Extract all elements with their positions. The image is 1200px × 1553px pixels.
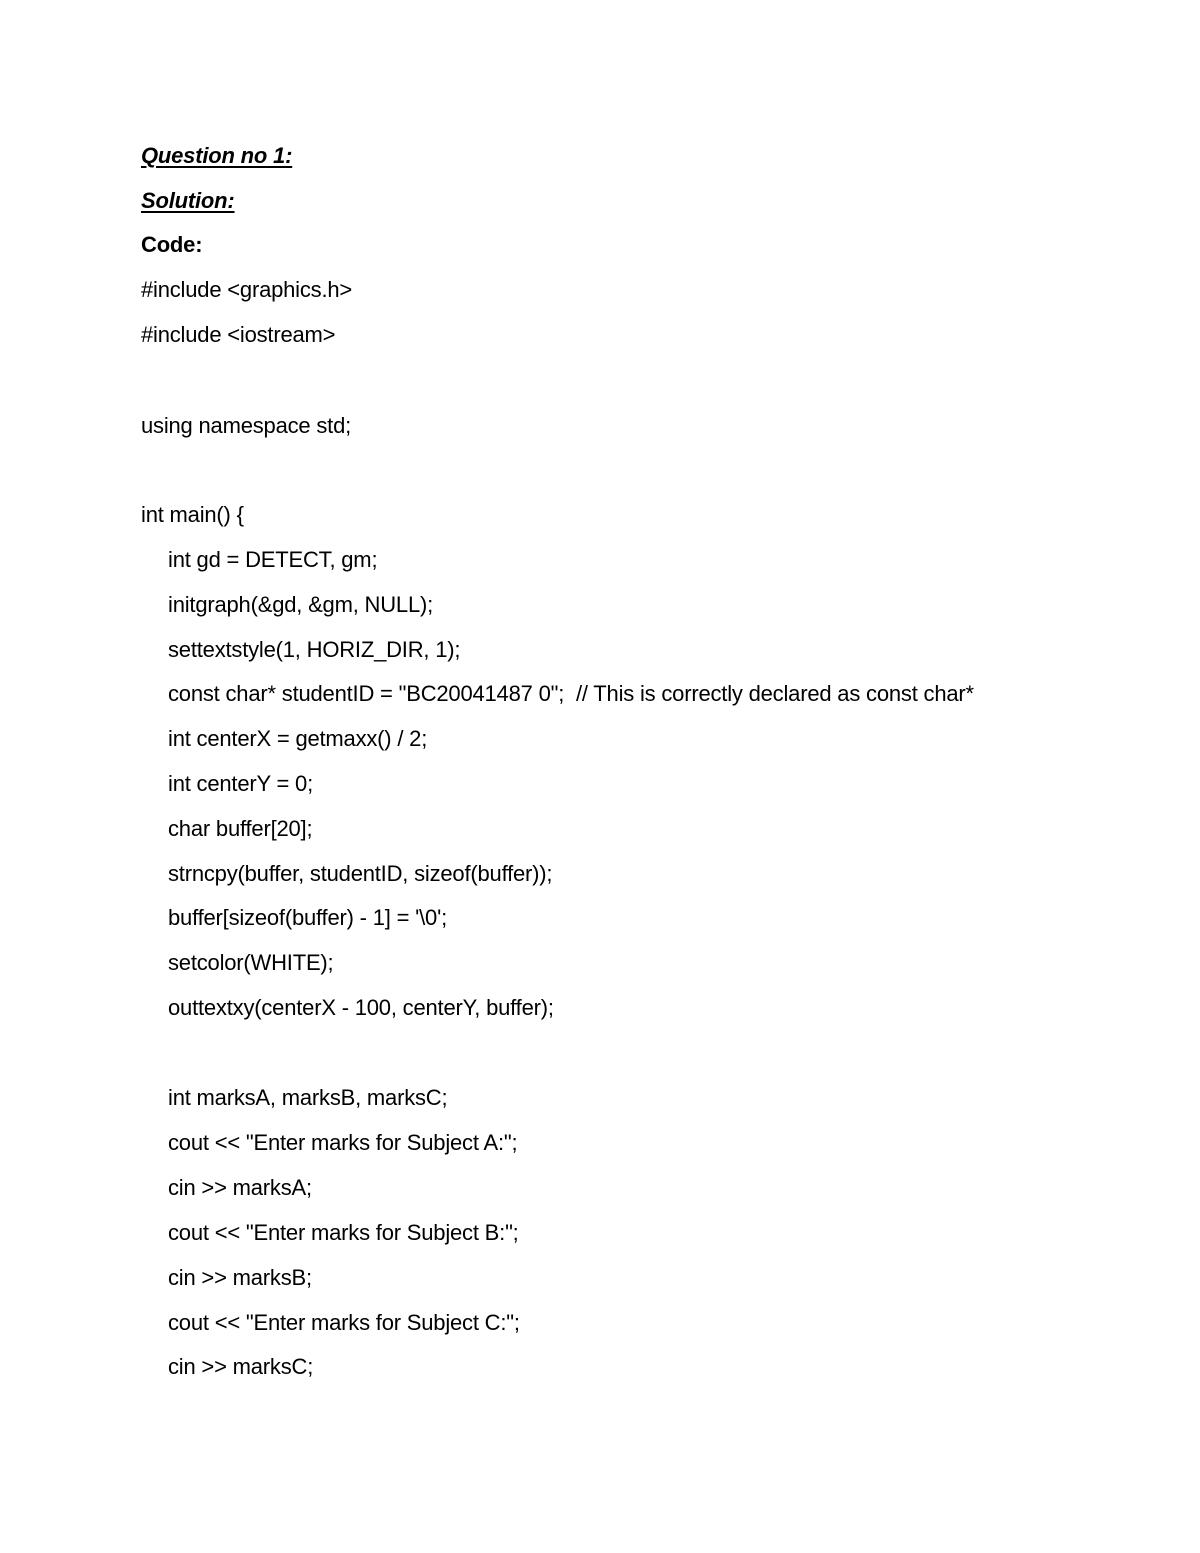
code-line: #include <iostream> xyxy=(141,322,336,347)
code-line: using namespace std; xyxy=(141,413,352,438)
code-line: cout << "Enter marks for Subject B:"; xyxy=(168,1220,519,1245)
code-line: #include <graphics.h> xyxy=(141,277,353,302)
code-line: int centerX = getmaxx() / 2; xyxy=(168,726,428,751)
code-line: cout << "Enter marks for Subject A:"; xyxy=(168,1130,518,1155)
code-line: strncpy(buffer, studentID, sizeof(buffer)); xyxy=(168,861,553,886)
code-line: outtextxy(centerX - 100, centerY, buffer); xyxy=(168,995,554,1020)
code-line: cin >> marksA; xyxy=(168,1175,312,1200)
code-line: int main() { xyxy=(141,502,244,527)
code-line: initgraph(&gd, &gm, NULL); xyxy=(168,592,434,617)
code-line: const char* studentID = "BC20041487 0"; // This is correctly declared as const char* xyxy=(168,681,974,706)
code-line: cin >> marksC; xyxy=(168,1354,314,1379)
code-line: int gd = DETECT, gm; xyxy=(168,547,378,572)
code-line: setcolor(WHITE); xyxy=(168,950,334,975)
code-line: int marksA, marksB, marksC; xyxy=(168,1085,448,1110)
code-line: cin >> marksB; xyxy=(168,1265,312,1290)
code-line: int centerY = 0; xyxy=(168,771,313,796)
code-label: Code: xyxy=(141,232,203,257)
question-heading: Question no 1: xyxy=(141,143,293,168)
code-line: char buffer[20]; xyxy=(168,816,313,841)
solution-heading: Solution: xyxy=(141,188,235,213)
code-line: settextstyle(1, HORIZ_DIR, 1); xyxy=(168,637,461,662)
code-line: buffer[sizeof(buffer) - 1] = '\0'; xyxy=(168,905,447,930)
code-line: cout << "Enter marks for Subject C:"; xyxy=(168,1310,520,1335)
